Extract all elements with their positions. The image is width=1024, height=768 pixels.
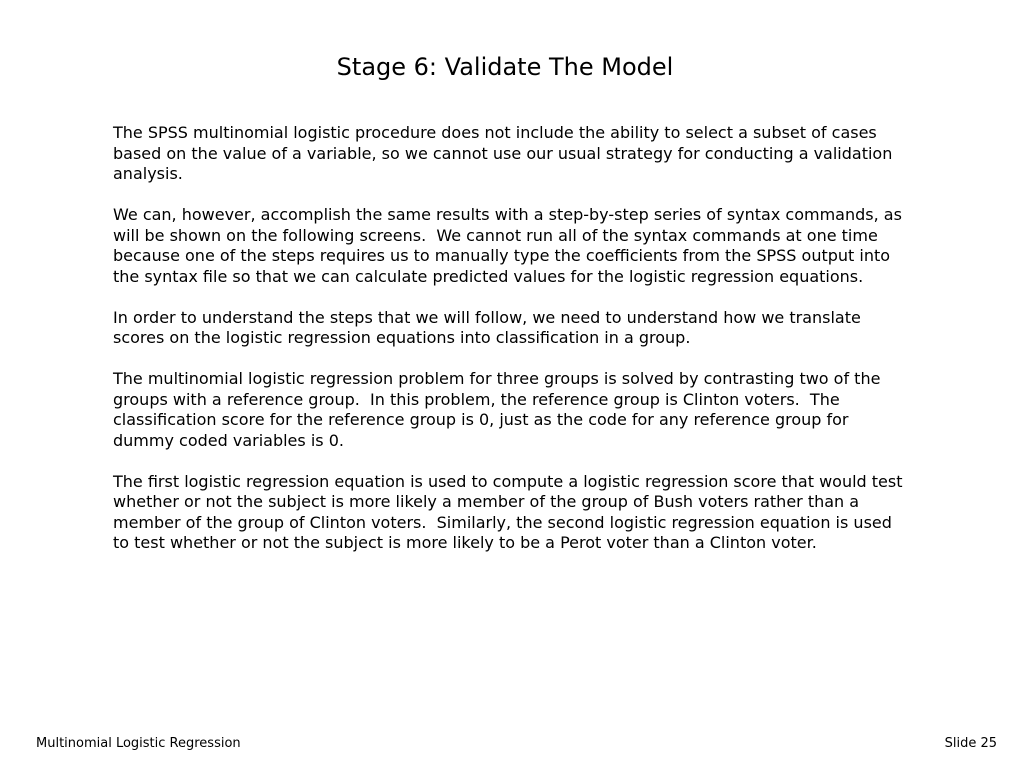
slide-body: [113, 123, 913, 574]
footer-presentation-title: Multinomial Logistic Regression: [36, 736, 241, 751]
slide-title: Stage 6: Validate The Model: [336, 53, 674, 81]
footer-slide-number: Slide 25: [944, 736, 997, 751]
body-paragraph: We can, however, accomplish the same results with a step-by-step series of syntax commands, as will be shown on the following screens. We cannot run all of the syntax commands at one time because one of the steps requires us to manually type the coefficients from the SPSS output into the syntax file so that we can calculate predicted values for the logistic regression equations.: [113, 205, 907, 286]
body-paragraph: The multinomial logistic regression problem for three groups is solved by contrasting two of the groups with a reference group. In this problem, the reference group is Clinton voters. The classification score for the reference group is 0, just as the code for any reference group for dummy coded variables is 0.: [113, 369, 886, 450]
body-paragraph: The first logistic regression equation is used to compute a logistic regression score that would test whether or not the subject is more likely a member of the group of Bush voters rather than a member of the group of Clinton voters. Similarly, the second logistic regression equation is used to test whether or not the subject is more likely to be a Perot voter than a Clinton voter.: [113, 471, 908, 552]
body-paragraph: In order to understand the steps that we will follow, we need to understand how we translate scores on the logistic regression equations into classification in a group.: [113, 307, 866, 347]
body-paragraph: The SPSS multinomial logistic procedure does not include the ability to select a subset of cases based on the value of a variable, so we cannot use our usual strategy for conducting a validation analysis.: [113, 123, 898, 183]
